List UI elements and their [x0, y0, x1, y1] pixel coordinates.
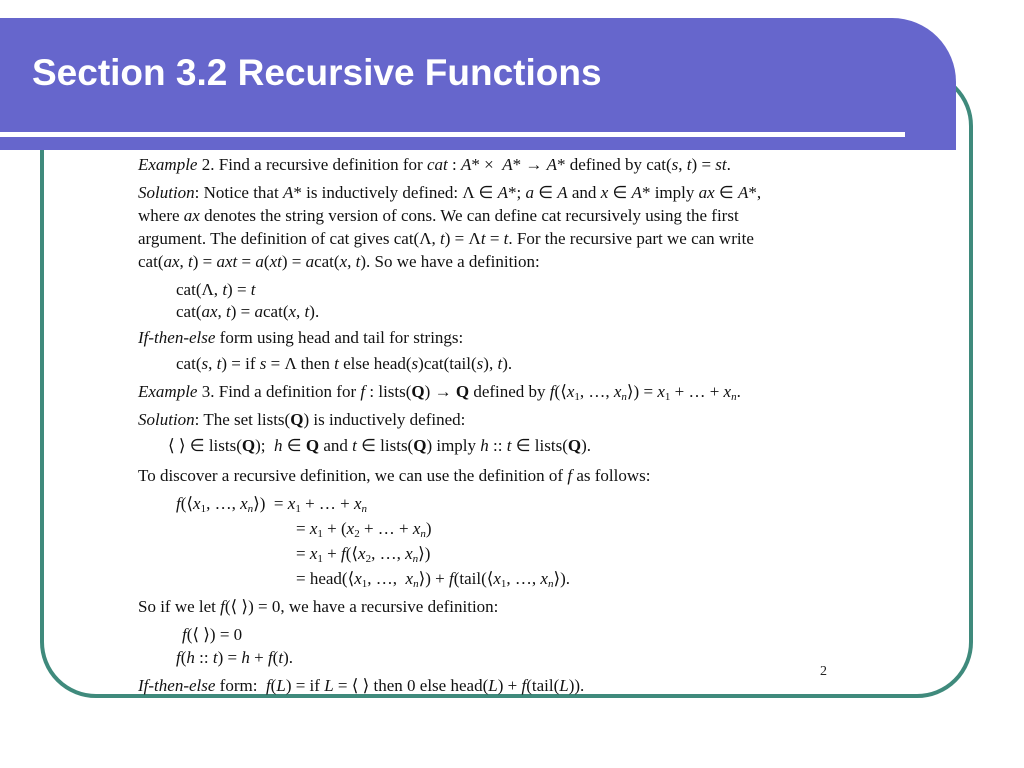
content-line-16: = $x_1$ + $f(⟨x_2$, …, $x_n⟩$): [296, 544, 431, 565]
content-line-2: Solution: Notice that A* is inductively defined: Λ ∈ A*; a ∈ A and x ∈ A* imply ax ∈ A*,: [138, 183, 762, 202]
content-line-10: Example 3. Find a definition for f : lists(Q) → Q defined by $f(⟨x_1$, …, $x_n⟩) = x_1$ + … + $x_n$.: [138, 382, 741, 403]
content-line-13: To discover a recursive definition, we can use the definition of f as follows:: [138, 466, 651, 485]
content-line-1: Example 2. Find a recursive definition for cat : A* × A* → A* defined by cat(s, t) = st.: [138, 155, 731, 174]
content-line-3: where ax denotes the string version of cons. We can define cat recursively using the first: [138, 206, 739, 225]
content-line-15: = $x_1 + (x_2$ + … + $x_n$): [296, 519, 432, 540]
content-line-19: f(⟨ ⟩) = 0: [182, 625, 243, 644]
content-line-14: $f(⟨x_1$, …, $x_n⟩) = x_1$ + … + $x_n$: [176, 494, 368, 515]
content-line-21: If-then-else form: f(L) = if L = ⟨ ⟩ then 0 else head(L) + f(tail(L)).: [138, 676, 585, 695]
content-line-6: cat(Λ, t) = t: [176, 280, 256, 299]
page-number: 2: [820, 664, 827, 679]
content-line-7: cat(ax, t) = acat(x, t).: [176, 302, 320, 321]
content-line-8: If-then-else form using head and tail for strings:: [138, 328, 464, 347]
content-line-17: = $head(⟨x_1$, …, $x_n⟩$) + $f(tail(⟨x_1$, …, $x_n⟩$).: [296, 569, 571, 590]
content-line-11: Solution: The set lists(Q) is inductively defined:: [138, 410, 466, 429]
content-line-18: So if we let f(⟨ ⟩) = 0, we have a recursive definition:: [138, 597, 499, 616]
content-line-4: argument. The definition of cat gives cat(Λ, t) = Λt = t. For the recursive part we can write: [138, 229, 754, 248]
content-line-12: ⟨ ⟩ ∈ lists(Q); h ∈ Q and t ∈ lists(Q) imply h :: t ∈ lists(Q).: [168, 436, 592, 455]
content-line-5: cat(ax, t) = axt = a(xt) = acat(x, t). So we have a definition:: [138, 252, 540, 271]
title-underline: [0, 132, 905, 137]
content-line-20: f(h :: t) = h + f(t).: [176, 648, 293, 667]
slide-title: Section 3.2 Recursive Functions: [32, 52, 602, 93]
content-line-9: cat(s, t) = if s = Λ then t else head(s)cat(tail(s), t).: [176, 354, 513, 373]
